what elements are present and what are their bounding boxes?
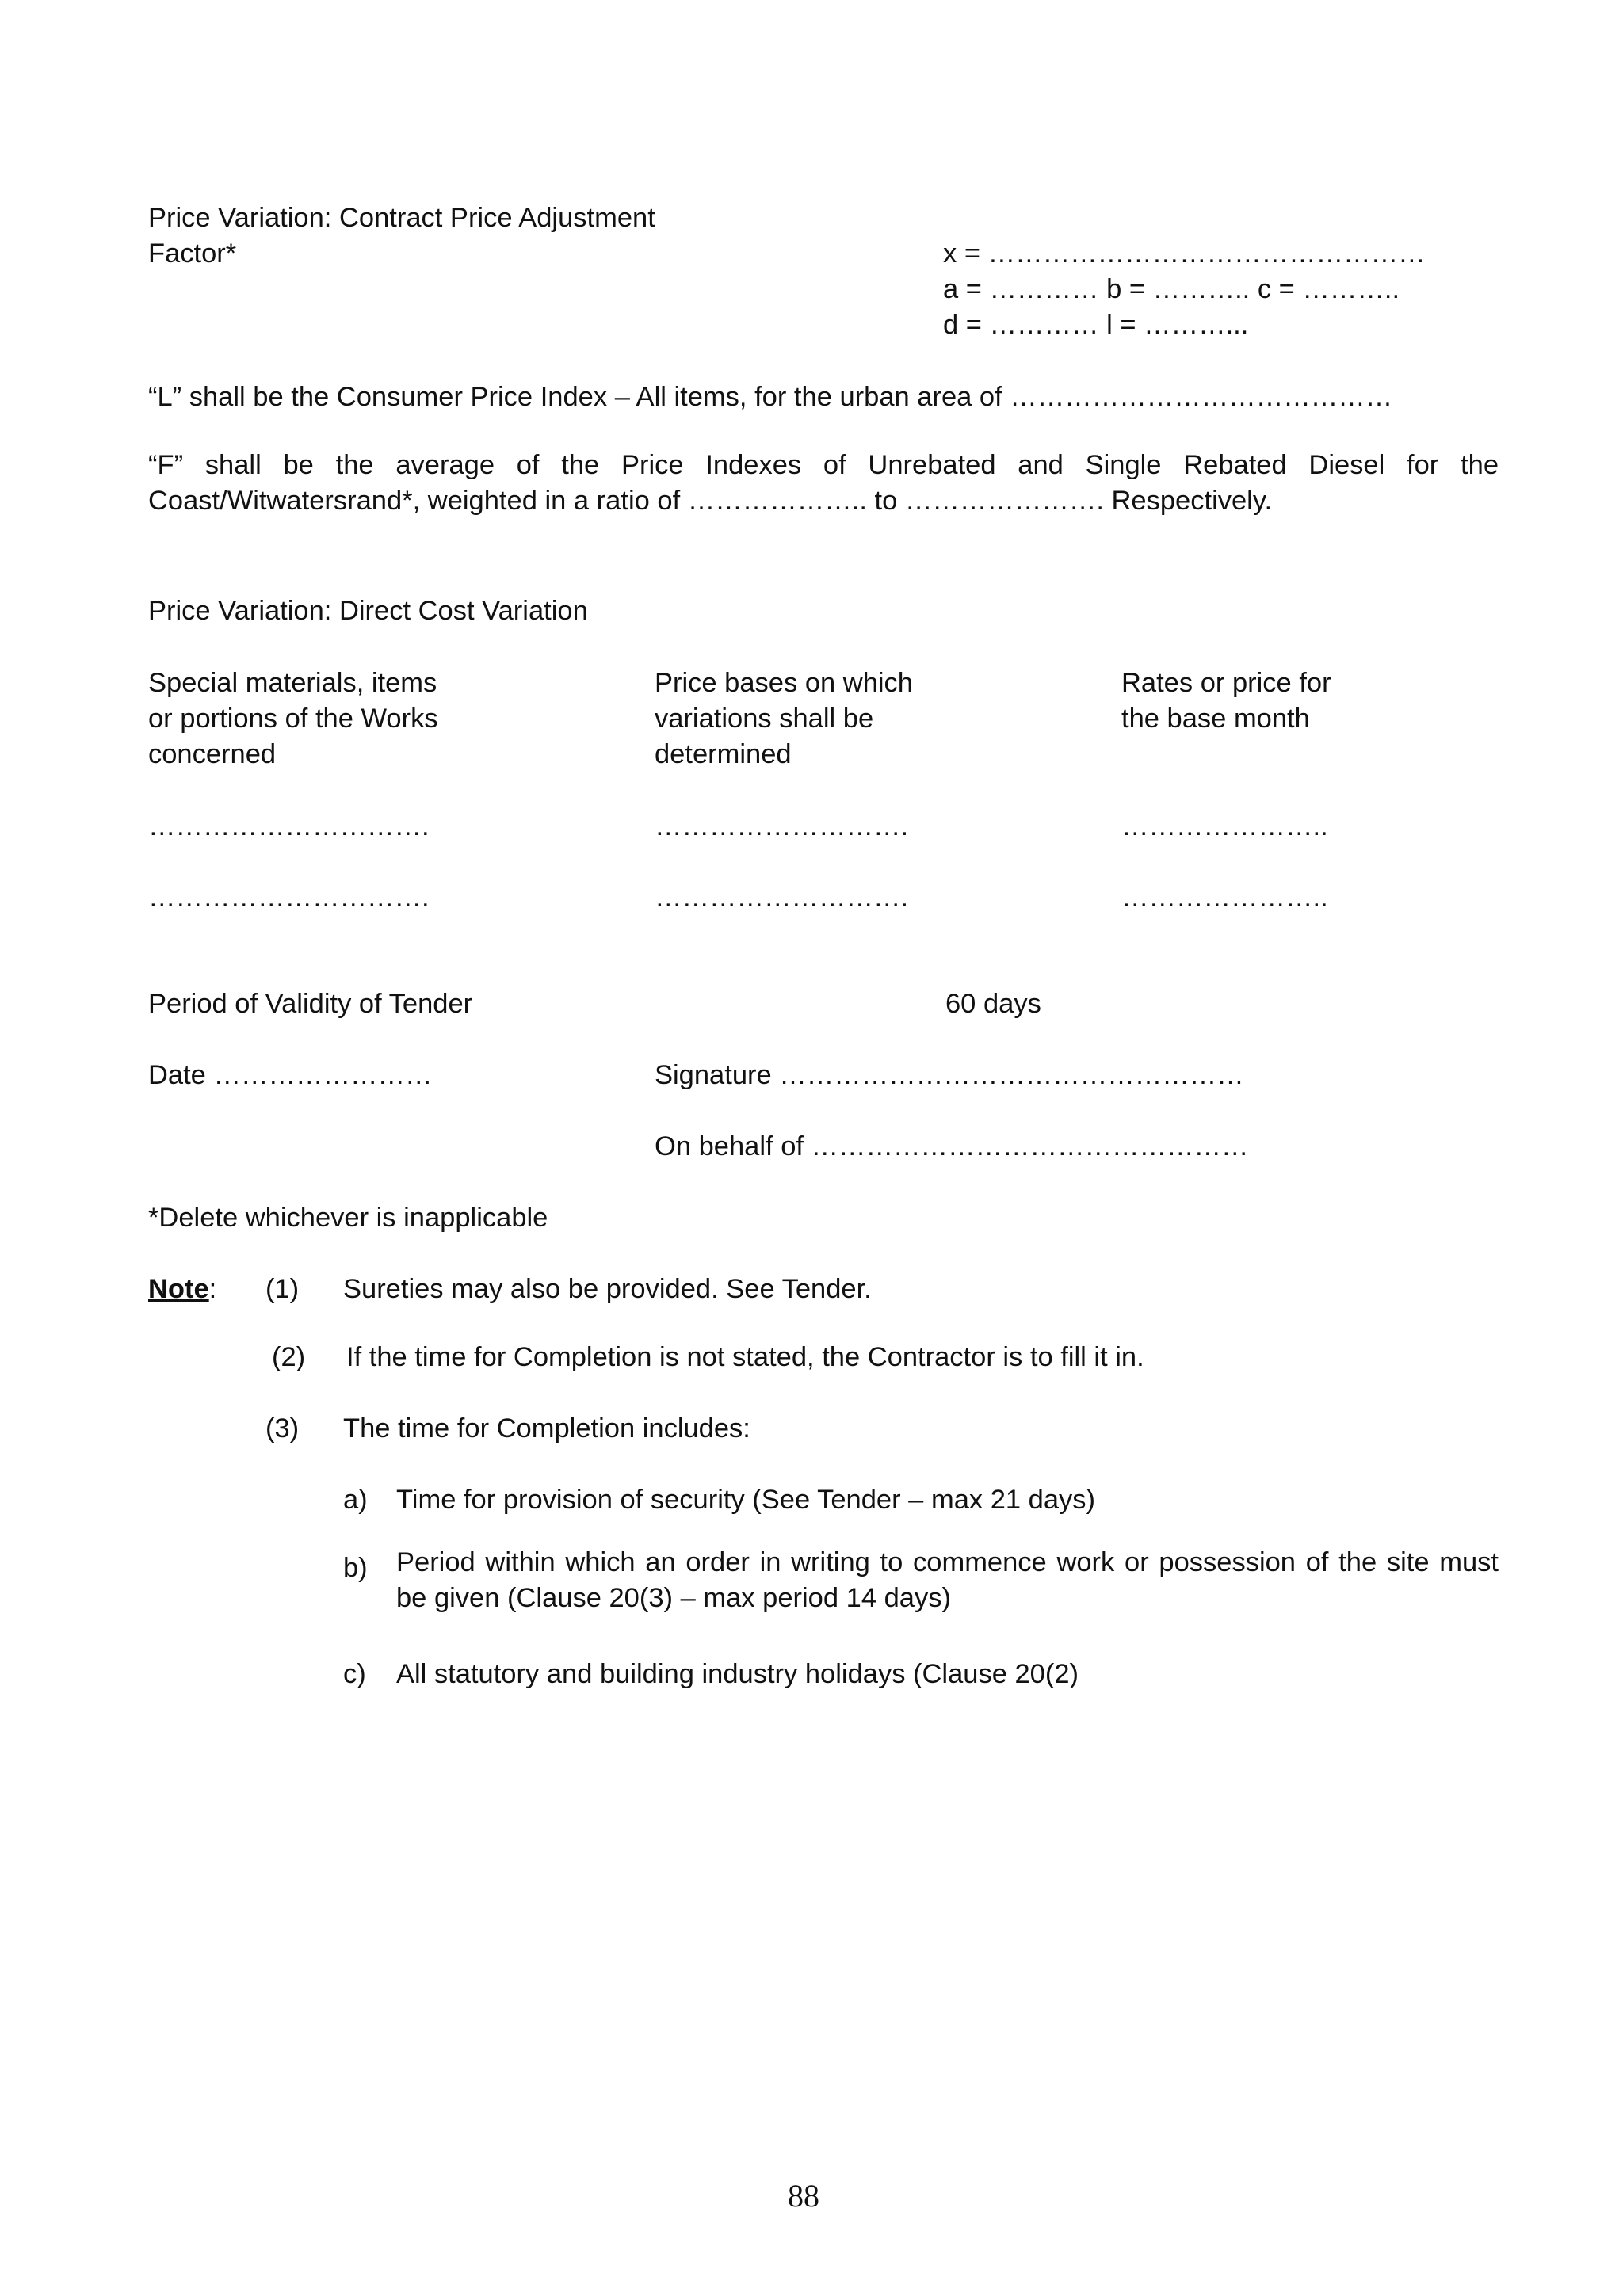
sub-item-b-text-line2: be given (Clause 20(3) – max period 14 days) — [396, 1583, 951, 1613]
cpa-label-line1: Price Variation: Contract Price Adjustment — [148, 203, 655, 233]
dcv-row2-col3: ………………….. — [1121, 883, 1328, 913]
note-colon: : — [208, 1274, 217, 1304]
note-item-3-text: The time for Completion includes: — [343, 1413, 750, 1444]
cpa-x-field: x = ………………………………………… — [943, 238, 1426, 269]
on-behalf-of-field: On behalf of ………………………………………… — [655, 1131, 1249, 1161]
f-definition-line2: Coast/Witwatersrand*, weighted in a ratio of ……………….. to …………………. Respectively. — [148, 486, 1273, 516]
dcv-col1-header-line3: concerned — [148, 739, 277, 769]
signature-field: Signature …………………………………………… — [655, 1060, 1244, 1090]
note-item-3-number: (3) — [265, 1413, 300, 1444]
f-definition-line1: “F” shall be the average of the Price Indexes of Unrebated and Single Rebated Diesel for the — [148, 450, 1499, 480]
date-field: Date …………………… — [148, 1060, 433, 1090]
cpa-abc-fields: a = ………… b = ……….. c = ……….. — [943, 274, 1400, 304]
sub-item-c-text: All statutory and building industry holidays (Clause 20(2) — [396, 1659, 1079, 1689]
dcv-col1-header-line2: or portions of the Works — [148, 704, 438, 734]
dcv-col3-header-line1: Rates or price for — [1121, 668, 1331, 698]
sub-item-b-letter: b) — [343, 1553, 368, 1583]
dcv-col1-header-line1: Special materials, items — [148, 668, 437, 698]
l-definition: “L” shall be the Consumer Price Index – All items, for the urban area of …………………………………… — [148, 382, 1393, 412]
sub-item-a-text: Time for provision of security (See Tender – max 21 days) — [396, 1485, 1096, 1515]
dcv-heading: Price Variation: Direct Cost Variation — [148, 596, 588, 626]
note-heading — [148, 1276, 216, 1303]
cpa-dl-fields: d = ………… l = ………... — [943, 310, 1249, 340]
dcv-col2-header-line1: Price bases on which — [655, 668, 913, 698]
cpa-label-line2: Factor* — [148, 238, 237, 269]
sub-item-b-text-line1: Period within which an order in writing to commence work or possession of the site must — [396, 1547, 1499, 1577]
note-item-2-text: If the time for Completion is not stated, the Contractor is to fill it in. — [346, 1342, 1144, 1372]
dcv-row2-col2: ………………………. — [655, 883, 909, 913]
dcv-row1-col3: ………………….. — [1121, 811, 1328, 841]
dcv-col2-header-line2: variations shall be — [655, 704, 874, 734]
page-number: 88 — [788, 2178, 819, 2214]
dcv-col3-header-line2: the base month — [1121, 704, 1310, 734]
dcv-row1-col2: ………………………. — [655, 811, 909, 841]
note-item-1-number: (1) — [265, 1274, 300, 1304]
note-label: Note — [148, 1274, 209, 1304]
note-item-2-number: (2) — [272, 1342, 306, 1372]
note-item-1-text: Sureties may also be provided. See Tender. — [343, 1274, 872, 1304]
sub-item-c-letter: c) — [343, 1659, 366, 1689]
dcv-col2-header-line3: determined — [655, 739, 792, 769]
dcv-row1-col1: …………………………. — [148, 811, 430, 841]
sub-item-a-letter: a) — [343, 1485, 368, 1515]
dcv-row2-col1: …………………………. — [148, 883, 430, 913]
validity-label: Period of Validity of Tender — [148, 989, 473, 1019]
validity-value: 60 days — [945, 989, 1041, 1019]
delete-inapplicable-note: *Delete whichever is inapplicable — [148, 1203, 548, 1233]
